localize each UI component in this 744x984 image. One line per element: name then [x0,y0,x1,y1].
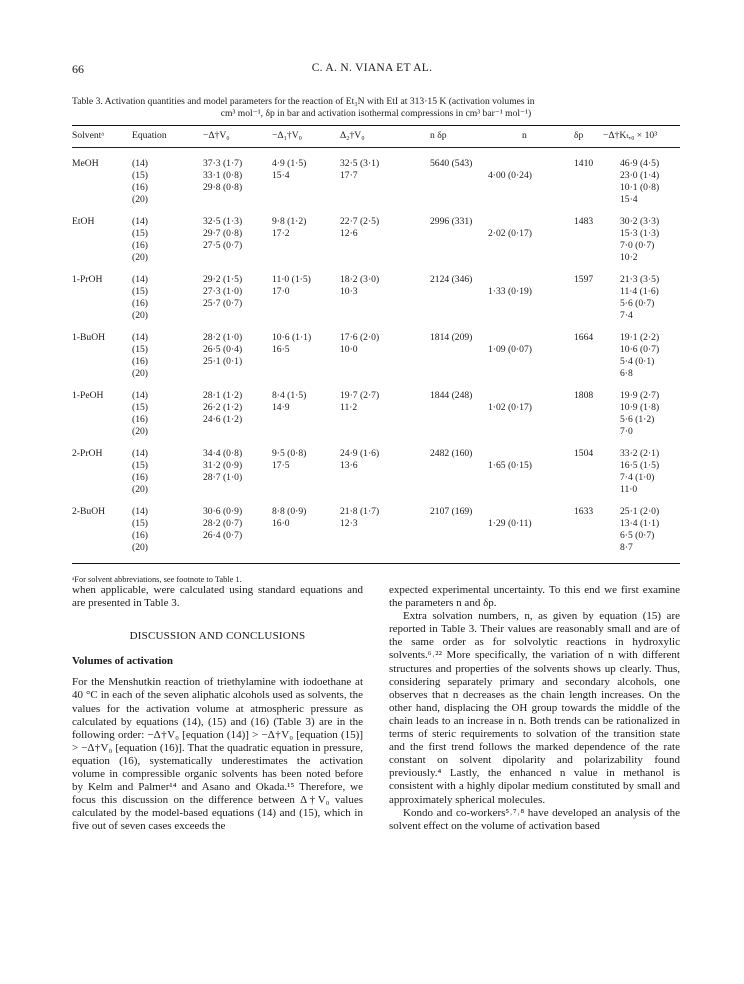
equation-cell [132,274,148,322]
subsection-heading: Volumes of activation [72,655,174,668]
table-value: 10·0 [340,344,358,355]
d2v-cell [340,274,379,298]
dp-cell: 1483 [574,216,594,227]
table-value: 31·2 (0·9) [203,460,243,471]
table-value: (20) [132,368,148,379]
table-value: 7·4 (1·0) [620,472,655,483]
table-value: (16) [132,298,148,309]
equation-cell [132,390,148,438]
section-heading: DISCUSSION AND CONCLUSIONS [129,630,306,643]
table-value: (15) [132,170,148,181]
table-value: (15) [132,460,148,471]
ndp-cell: 1844 (248) [430,390,473,401]
dp-cell: 1664 [574,332,594,343]
header-d2v: Δ₂†V₀ [340,130,365,141]
dk-cell [620,448,659,496]
ndp-cell: 5640 (543) [430,158,473,169]
table-top-rule [72,125,680,126]
d2v-cell [340,390,379,414]
table-value: 9·5 (0·8) [272,448,307,459]
header-d1v: −Δ₁†V₀ [272,130,302,141]
table-value: (14) [132,332,148,343]
table-value: (15) [132,286,148,297]
table-value: 25·1 (0·1) [203,356,243,367]
solvent-cell: 2-BuOH [72,506,106,517]
dk-cell [620,216,659,264]
d2v-cell [340,216,379,240]
table-value: 7·0 (0·7) [620,240,655,251]
right-paragraph-3: Kondo and co-workers⁵˒⁷˒⁸ have developed an analysis of the solvent effect on the volume of activation based [389,806,680,832]
table-value: 5·6 (0·7) [620,298,655,309]
dv-cell [203,332,242,368]
dv-cell [203,216,242,252]
dp-cell: 1504 [574,448,594,459]
table-value: 11·4 (1·6) [620,286,659,297]
table-value: 24·9 (1·6) [340,448,380,459]
d2v-cell [340,158,379,182]
table-value: (15) [132,402,148,413]
header-solvent: Solventᵃ [72,130,104,141]
table-value: 22·7 (2·5) [340,216,380,227]
ndp-cell: 1814 (209) [430,332,473,343]
table-value: 8·7 [620,542,633,553]
table-value: 7·4 [620,310,633,321]
solvent-cell: 2-PrOH [72,448,103,459]
table-value: 21·8 (1·7) [340,506,380,517]
table-value: 12·6 [340,228,358,239]
table-value: (16) [132,530,148,541]
table-value: (20) [132,310,148,321]
equation-cell [132,506,148,554]
table-value: 26·4 (0·7) [203,530,243,541]
d2v-cell [340,448,379,472]
table-value: 29·2 (1·5) [203,274,243,285]
dp-cell: 1808 [574,390,594,401]
table-header-rule [72,147,680,148]
d1v-cell [272,390,306,414]
table-value: 28·2 (1·0) [203,332,243,343]
table-value: 33·2 (2·1) [620,448,660,459]
table-value: 17·7 [340,170,358,181]
table-value: (15) [132,228,148,239]
table-value: (16) [132,356,148,367]
dv-cell [203,274,242,310]
table-value: (20) [132,484,148,495]
table-value: (14) [132,506,148,517]
table-value: 16·0 [272,518,290,529]
table-value: 16·5 (1·5) [620,460,660,471]
solvent-cell: 1-PeOH [72,390,104,401]
left-column [72,584,363,834]
dv-cell [203,448,242,484]
table-value: 17·6 (2·0) [340,332,380,343]
table-value: 25·7 (0·7) [203,298,243,309]
table-value: 4·9 (1·5) [272,158,307,169]
table-value: 46·9 (4·5) [620,158,660,169]
page-number: 66 [72,62,84,76]
solvent-cell: EtOH [72,216,95,227]
table-value: 26·2 (1·2) [203,402,243,413]
dk-cell [620,390,659,438]
dk-cell [620,158,659,206]
header-dk: −Δ†Kₜ,₀ × 10³ [603,130,658,141]
table-value: (14) [132,158,148,169]
n-cell: 4·00 (0·24) [488,170,532,181]
solvent-cell: MeOH [72,158,99,169]
dp-cell: 1597 [574,274,594,285]
table-value: 29·8 (0·8) [203,182,243,193]
dp-cell: 1410 [574,158,594,169]
table-value: 10·1 (0·8) [620,182,660,193]
n-cell: 1·09 (0·07) [488,344,532,355]
table-value: 27·3 (1·0) [203,286,243,297]
table-value: 9·8 (1·2) [272,216,307,227]
table-value: 15·3 (1·3) [620,228,660,239]
header-equation: Equation [132,130,167,141]
table-value: (16) [132,472,148,483]
d1v-cell [272,332,311,356]
table-value: 21·3 (3·5) [620,274,660,285]
d1v-cell [272,216,306,240]
table-value: 11·0 [620,484,638,495]
table-value: 5·6 (1·2) [620,414,655,425]
table-caption [72,96,680,120]
n-cell: 1·33 (0·19) [488,286,532,297]
table-value: 11·2 [340,402,358,413]
table-value: 19·9 (2·7) [620,390,660,401]
table-bottom-rule [72,563,680,564]
left-intro-paragraph: when applicable, were calculated using standard equations and are presented in Table 3. [72,584,363,610]
table-value: 30·6 (0·9) [203,506,243,517]
right-paragraph-2: Extra solvation numbers, n, as given by equation (15) are reported in Table 3. Their values are reasonably small and are of the same order as for solvolytic reactions in hydroxylic solvents.⁶˒²² More specifically, the variation of n with different structures and properties of the solvents shows up clearly. Thus, considering separately primary and secondary alcohols, one observes that n decreases as the chain length increases. On the other hand, displacing the OH group towards the middle of the chain leads to an increase in n. Both trends can be rationalized in terms of steric requirements to solvation of the transition state and the first trend follows the marked dependence of the rate constant on solvent dipolarity and polarizability found previously.⁴ Lastly, the enhanced n value in methanol is consistent with a highly dipolar medium constituted by small and approximately spherical molecules. [389,610,680,806]
table-value: 37·3 (1·7) [203,158,243,169]
table-value: 18·2 (3·0) [340,274,380,285]
caption-line-2: cm³ mol⁻¹, δp in bar and activation isothermal compressions in cm³ bar⁻¹ mol⁻¹) [220,108,532,119]
table-value: (16) [132,182,148,193]
dv-cell [203,390,242,426]
table-value: 10·6 (0·7) [620,344,660,355]
table-value: 16·5 [272,344,290,355]
table-value: 5·4 (0·1) [620,356,655,367]
table-value: 10·9 (1·8) [620,402,660,413]
table-value: 11·0 (1·5) [272,274,311,285]
d1v-cell [272,274,311,298]
table-value: 28·1 (1·2) [203,390,243,401]
table-value: (14) [132,274,148,285]
table-value: (14) [132,448,148,459]
d2v-cell [340,332,379,356]
table-value: 28·2 (0·7) [203,518,243,529]
table-value: 15·4 [620,194,638,205]
left-body-paragraph: For the Menshutkin reaction of triethylamine with iodoethane at 40 °C in each of the seven aliphatic alcohols used as solvents, the values for the activation volume at atmospheric pressure as calculated by equations (14), (15) and (16) (Table 3) are in the following order: −Δ†V₀ [equation (14)] > −Δ†V₀ [equation (15)] > −Δ†V₀ [equation (16)]. That the quadratic equation in pressure, equation (16), systematically underestimates the activation volume in compressible organic solvents has been noted before by Kelm and Palmer¹⁴ and Asano and Okada.¹⁵ Therefore, we focus this discussion on the difference between Δ†V₀ values calculated by the model-based equations (14) and (15), which in five out of seven cases exceeds the [72,676,363,833]
solvent-cell: 1-BuOH [72,332,106,343]
table-value: 12·3 [340,518,358,529]
table-value: 7·0 [620,426,633,437]
running-head: C. A. N. VIANA ET AL. [311,62,433,74]
n-cell: 1·29 (0·11) [488,518,532,529]
table-value: 34·4 (0·8) [203,448,243,459]
table-value: 17·0 [272,286,290,297]
table-value: (15) [132,344,148,355]
table-value: 33·1 (0·8) [203,170,243,181]
table-value: (20) [132,542,148,553]
table-value: (20) [132,194,148,205]
caption-line-1: Table 3. Activation quantities and model parameters for the reaction of Et₃N with EtI at 313·15 K (activation volumes in [72,96,535,107]
dk-cell [620,274,659,322]
table-value: (14) [132,216,148,227]
table-value: 14·9 [272,402,290,413]
table-value: 10·6 (1·1) [272,332,312,343]
table-value: 17·5 [272,460,290,471]
table-value: 13·4 (1·1) [620,518,660,529]
dv-cell [203,506,242,542]
table-value: 19·1 (2·2) [620,332,660,343]
equation-cell [132,158,148,206]
table-value: 8·4 (1·5) [272,390,307,401]
n-cell: 2·02 (0·17) [488,228,532,239]
table-value: (16) [132,414,148,425]
ndp-cell: 2482 (160) [430,448,473,459]
dk-cell [620,332,659,380]
right-column [389,584,680,833]
n-cell: 1·65 (0·15) [488,460,532,471]
table-value: 32·5 (1·3) [203,216,243,227]
dk-cell [620,506,659,554]
ndp-cell: 2996 (331) [430,216,473,227]
header-dp: δp [574,130,584,141]
table-value: (20) [132,426,148,437]
table-value: 24·6 (1·2) [203,414,243,425]
right-paragraph-1: expected experimental uncertainty. To this end we first examine the parameters n and δp. [389,584,680,610]
ndp-cell: 2124 (346) [430,274,473,285]
header-ndp: n δp [430,130,447,141]
table-value: 32·5 (3·1) [340,158,380,169]
table-value: 23·0 (1·4) [620,170,660,181]
equation-cell [132,332,148,380]
d1v-cell [272,158,306,182]
header-n: n [522,130,527,141]
equation-cell [132,448,148,496]
equation-cell [132,216,148,264]
table-value: (15) [132,518,148,529]
d2v-cell [340,506,379,530]
table-body [72,158,680,558]
table-value: 29·7 (0·8) [203,228,243,239]
dv-cell [203,158,242,194]
ndp-cell: 2107 (169) [430,506,473,517]
table-value: 19·7 (2·7) [340,390,380,401]
table-value: 17·2 [272,228,290,239]
dp-cell: 1633 [574,506,594,517]
table-value: (14) [132,390,148,401]
table-value: 10·2 [620,252,638,263]
table-value: 10·3 [340,286,358,297]
d1v-cell [272,506,306,530]
table-value: 26·5 (0·4) [203,344,243,355]
n-cell: 1·02 (0·17) [488,402,532,413]
table-footnote: ᵃFor solvent abbreviations, see footnote to Table 1. [72,575,242,584]
table-value: 13·6 [340,460,358,471]
d1v-cell [272,448,306,472]
table-value: 15·4 [272,170,290,181]
table-value: 25·1 (2·0) [620,506,660,517]
table-value: 28·7 (1·0) [203,472,243,483]
table-value: (16) [132,240,148,251]
table-value: 27·5 (0·7) [203,240,243,251]
solvent-cell: 1-PrOH [72,274,103,285]
table-value: 8·8 (0·9) [272,506,307,517]
header-dv: −Δ†V₀ [203,130,230,141]
table-value: 30·2 (3·3) [620,216,660,227]
table-value: 6·8 [620,368,633,379]
table-value: 6·5 (0·7) [620,530,655,541]
table-value: (20) [132,252,148,263]
